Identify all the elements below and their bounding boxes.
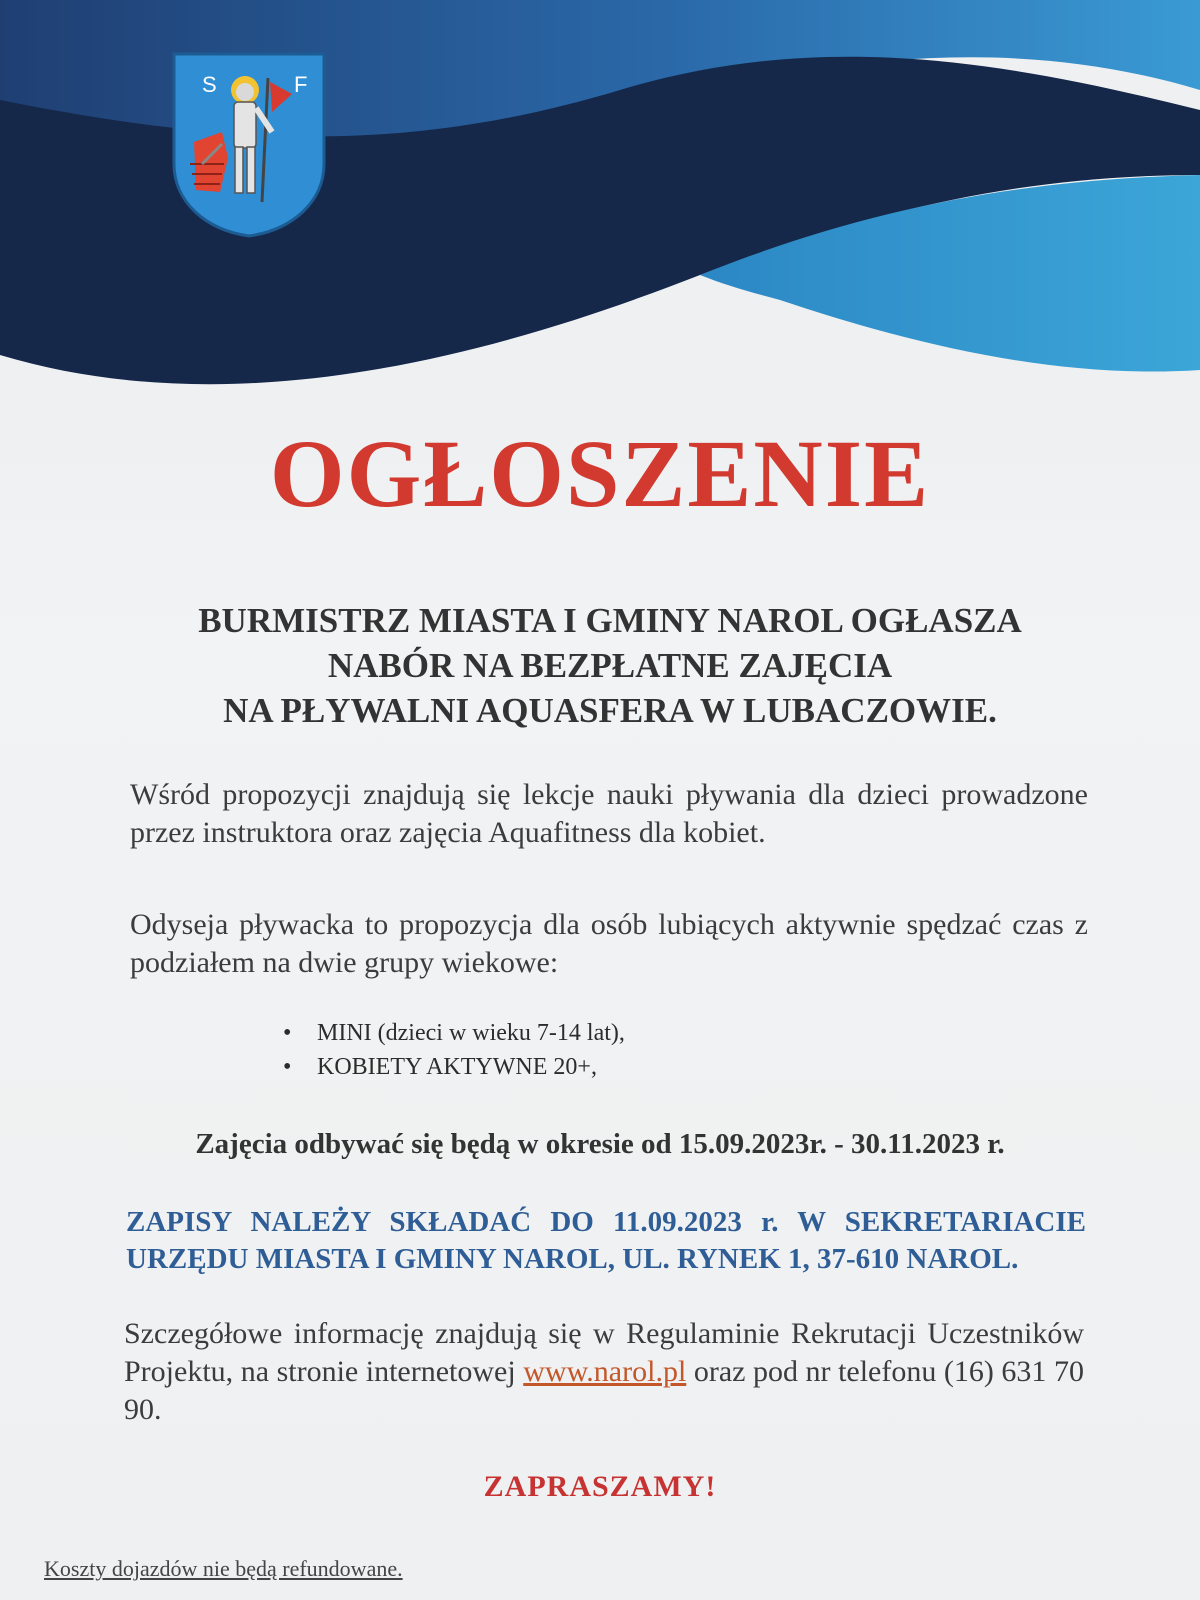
crest-letter-s: S <box>202 72 217 97</box>
details-text-after: oraz pod nr telefonu (16) 631 70 90. <box>124 1355 1084 1426</box>
subtitle-line-3: NA PŁYWALNI AQUASFERA W LUBACZOWIE. <box>223 691 997 730</box>
travel-cost-footnote: Koszty dojazdów nie będą refundowane. <box>44 1556 403 1581</box>
website-link[interactable]: www.narol.pl <box>523 1355 687 1388</box>
subtitle-line-1: BURMISTRZ MIASTA I GMINY NAROL OGŁASZA <box>198 601 1022 640</box>
list-item <box>275 1050 625 1084</box>
announcement-title: OGŁOSZENIE <box>269 420 931 527</box>
group-label-women: KOBIETY AKTYWNE 20+, <box>317 1054 597 1080</box>
details-text-before: Szczegółowe informację znajdują się w Regulaminie Rekrutacji Uczestników Projektu, na stronie internetowej <box>124 1317 1084 1388</box>
coat-of-arms-icon <box>172 52 326 238</box>
bullet-icon: • <box>283 1054 292 1080</box>
invitation: ZAPRASZAMY! <box>483 1470 717 1503</box>
class-period: Zajęcia odbywać się będą w okresie od 15.09.2023r. - 30.11.2023 r. <box>195 1128 1005 1160</box>
enrollment-notice: ZAPISY NALEŻY SKŁADAĆ DO 11.09.2023 r. W SEKRETARIACIE URZĘDU MIASTA I GMINY NAROL, UL. RYNEK 1, 37-610 NAROL. <box>126 1206 1086 1275</box>
bullet-icon: • <box>283 1020 292 1046</box>
announcement-subtitle <box>120 598 1100 733</box>
crest-letter-f: F <box>294 72 308 97</box>
age-group-list <box>275 1016 625 1084</box>
details-paragraph <box>124 1315 1084 1429</box>
subtitle-line-2: NABÓR NA BEZPŁATNE ZAJĘCIA <box>327 646 893 685</box>
group-label-mini: MINI (dzieci w wieku 7-14 lat), <box>317 1020 625 1046</box>
odyssey-paragraph: Odyseja pływacka to propozycja dla osób lubiących aktywnie spędzać czas z podziałem na dwie grupy wiekowe: <box>130 908 1088 979</box>
offer-paragraph: Wśród propozycji znajdują się lekcje nauki pływania dla dzieci prowadzone przez instruktora oraz zajęcia Aquafitness dla kobiet. <box>130 778 1088 849</box>
list-item <box>275 1016 625 1050</box>
